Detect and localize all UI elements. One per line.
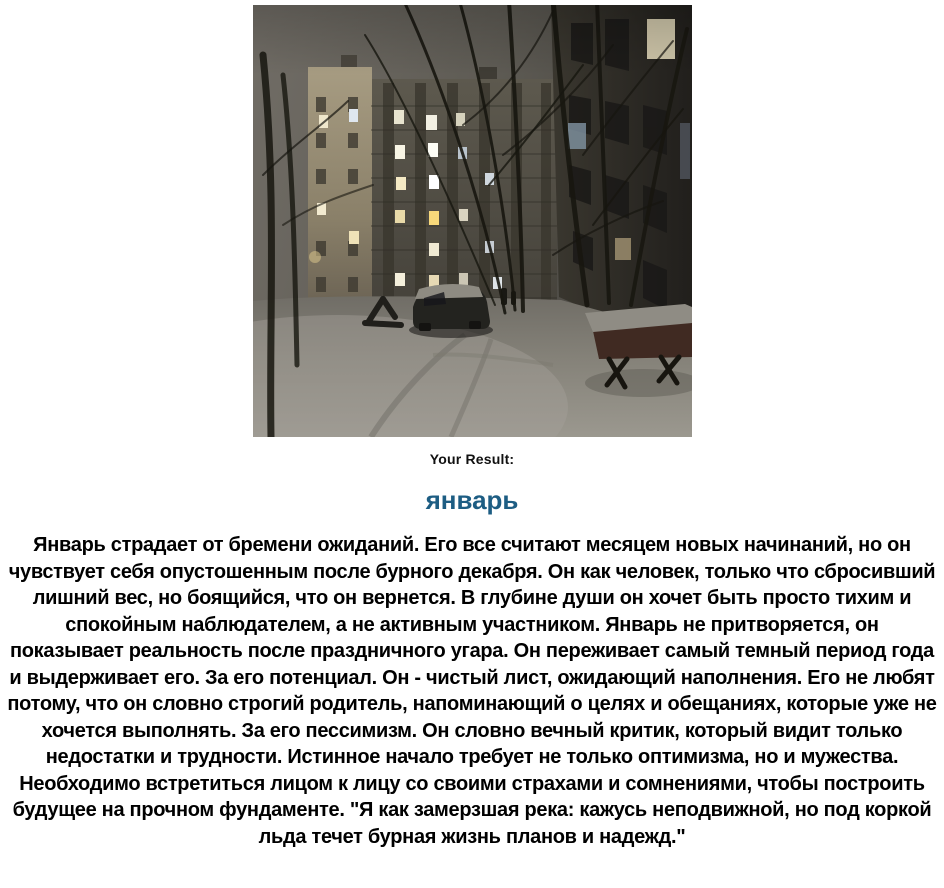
result-description: Январь страдает от бремени ожиданий. Его все считают месяцем новых начинаний, но он чувствует себя опустошенным после бурного декабря. Он как человек, только что сбросивший лишний вес, но боящийся, что он вернется. В глубине души он хочет быть просто тихим и спокойным наблюдателем, а не активным участником. Январь не притворяется, он показывает реальность после праздничного угара. Он переживает самый темный период года и выдерживает его. За его потенциал. Он - чистый лист, ожидающий наполнения. Его не любят потому, что он словно строгий родитель, напоминающий о целях и обещаниях, которые уже не хочется выполнять. За его пессимизм. Он словно вечный критик, который видит только недостатки и трудности. Истинное начало требует не только оптимизма, но и мужества. Необходимо встретиться лицом к лицу со своими страхами и сомнениями, чтобы построить будущее на прочном фундаменте. "Я как замерзшая река: кажусь неподвижной, но под коркой льда течет бурная жизнь планов и надежд.": [7, 534, 937, 848]
snow-bench: [585, 304, 692, 397]
your-result-label: Your Result:: [429, 451, 515, 467]
vignette: [253, 5, 692, 75]
quiz-result-page: [0, 5, 944, 888]
winter-night-scene: [253, 5, 692, 437]
street-light-glow: [309, 251, 321, 263]
result-photo: [253, 5, 692, 437]
result-title: январь: [425, 485, 519, 515]
car: [409, 284, 493, 338]
